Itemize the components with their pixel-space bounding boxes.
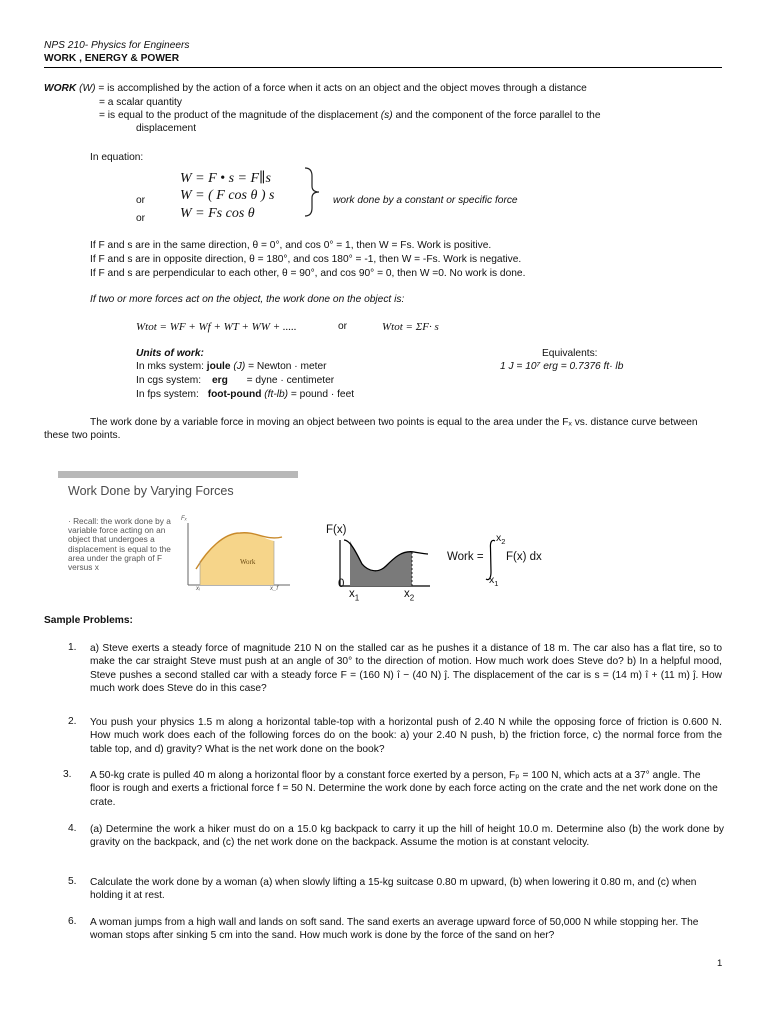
problem-2-number: 2. xyxy=(68,716,77,727)
mks-def: = Newton · meter xyxy=(248,361,327,372)
constant-force-note: work done by a constant or specific force xyxy=(333,195,518,206)
or-label-1: or xyxy=(136,195,146,206)
course-title: NPS 210- Physics for Engineers xyxy=(44,40,190,51)
case-same-direction: If F and s are in the same direction, θ = 0°, and cos 0° = 1, then W = Fs. Work is positive. xyxy=(90,240,492,251)
work-term: WORK xyxy=(44,83,77,94)
unit-row-cgs xyxy=(136,375,334,386)
unit-row-fps xyxy=(136,389,354,400)
displacement-symbol: (s) xyxy=(380,110,393,121)
product-text-end: and the component of the force parallel to the xyxy=(392,110,601,121)
problem-6-text: A woman jumps from a high wall and lands on soft sand. The sand exerts an average upward force of 50,000 N while stopping her. The woman stops after sinking 5 cm into the sand. How much work is done by the force of the sand on her? xyxy=(90,917,699,942)
fps-def: = pound · feet xyxy=(290,389,355,400)
upper-sub: 2 xyxy=(501,537,506,547)
lower-var: x xyxy=(489,574,495,586)
slide-text: · Recall: the work done by a variable force acting on an object that undergoes a displacement is equal to the area under the graph of F versus x xyxy=(68,516,171,573)
scalar-line: = a scalar quantity xyxy=(99,97,182,108)
slide-xi-label: xᵢ xyxy=(196,586,200,592)
cgs-def: = dyne · centimeter xyxy=(246,375,335,386)
variable-force-paragraph: The work done by a variable force in moving an object between two points is equal to the area under the Fₓ vs. distance curve between these two points. xyxy=(44,417,698,442)
slide-xf-label: x_f xyxy=(270,586,279,592)
problem-3-number: 3. xyxy=(63,769,72,780)
integral-work-label: Work = xyxy=(447,551,484,563)
product-line xyxy=(99,110,601,121)
slide-work-label: Work xyxy=(240,558,256,566)
fps-label: In fps system: xyxy=(136,389,199,400)
multi-force-statement: If two or more forces act on the object, the work done on the object is: xyxy=(90,294,405,305)
equation-1: W = F • s = F∥s xyxy=(180,171,271,186)
equivalents-heading: Equivalents: xyxy=(542,348,598,359)
problem-4-number: 4. xyxy=(68,823,77,834)
fx-x2-var: x xyxy=(404,588,410,600)
total-work-dot: Wtot = ΣF· s xyxy=(382,321,439,333)
problem-4-text: (a) Determine the work a hiker must do on a 15.0 kg backpack to carry it up the hill of height 10.0 m. Determine also (b) the work done by gravity on the backpack, and (c) the net work done on the backpack. Assume the motion is at constant velocity. xyxy=(90,824,724,849)
energy-equivalence: 1 J = 10⁷ erg = 0.7376 ft· lb xyxy=(500,361,624,372)
or-label-2: or xyxy=(136,213,146,224)
fx-origin: 0 xyxy=(338,578,345,590)
mks-abbr: (J) xyxy=(233,361,246,372)
total-work-sum: Wtot = WF + Wf + WT + WW + ..... xyxy=(136,321,297,333)
sample-problems-heading: Sample Problems: xyxy=(44,615,133,626)
header-divider xyxy=(44,67,722,68)
slide-title: Work Done by Varying Forces xyxy=(68,484,234,498)
fps-unit: foot-pound xyxy=(207,389,262,400)
product-text: = is equal to the product of the magnitude of the displacement xyxy=(99,110,381,121)
work-symbol: (W) xyxy=(79,83,96,94)
fx-shaded-area xyxy=(350,541,412,586)
fps-abbr: (ft-lb) xyxy=(264,389,289,400)
equation-2: W = ( F cos θ ) s xyxy=(180,188,275,203)
problem-5-text: Calculate the work done by a woman (a) when slowly lifting a 15-kg suitcase 0.80 m upward, (b) when lowering it 0.80 m, and (c) when holding it at rest. xyxy=(90,877,697,902)
work-definition-text: = is accomplished by the action of a force when it acts on an object and the object moves through a distance xyxy=(95,83,587,94)
mks-label: In mks system: xyxy=(136,361,204,372)
displacement-word: displacement xyxy=(136,123,197,134)
lower-sub: 1 xyxy=(494,579,499,589)
section-title: WORK , ENERGY & POWER xyxy=(44,53,180,64)
cgs-unit: erg xyxy=(211,375,228,386)
case-opposite-direction: If F and s are in opposite direction, θ = 180°, and cos 180° = -1, then W = -Fs. Work is negative. xyxy=(90,254,522,265)
upper-var: x xyxy=(496,532,502,544)
fx-x1-label xyxy=(349,588,359,602)
units-heading: Units of work: xyxy=(136,348,204,359)
integral-lower-limit xyxy=(489,574,498,588)
slide-work-area xyxy=(200,533,274,585)
fx-x1-var: x xyxy=(349,588,355,600)
mks-unit: joule xyxy=(206,361,231,372)
case-perpendicular: If F and s are perpendicular to each other, θ = 90°, and cos 90° = 0, then W =0. No work is done. xyxy=(90,268,526,279)
page-number: 1 xyxy=(717,958,723,969)
problem-1-text: a) Steve exerts a steady force of magnitude 210 N on the stalled car as he pushes it a distance of 18 m. The car also has a flat tire, so to make the car straight Steve must push at an angle of 30° to the direction of motion. How much work does Steve do? b) In a helpful mood, Steve pushes a second stalled car with a steady force F = (160 N) î − (40 N) ĵ. The displacement of the car is s = (14 m) î + (11 m) ĵ. How much work does Steve do in this case? xyxy=(90,643,722,694)
cgs-label: In cgs system: xyxy=(136,375,202,386)
unit-row-mks xyxy=(136,361,327,372)
problem-3-text: A 50-kg crate is pulled 40 m along a horizontal floor by a constant force exerted by a person, Fₚ = 100 N, which acts at a 37° angle. The floor is rough and exerts a frictional force f = 50 N. Determine the work done by each force acting on the crate and the net work done on the crate. xyxy=(90,770,718,808)
slide-fx-label: Fₓ xyxy=(181,516,187,522)
problem-2-text: You push your physics 1.5 m along a horizontal table-top with a horizontal push of 2.40 N while the opposing force of friction is 0.600 N. How much work does each of the following forces do on the book: a) your 2.40 N push, b) the friction force, c) the normal force from the table top, and d) gravity? What is the net work done on the book? xyxy=(90,717,722,755)
problem-6-number: 6. xyxy=(68,916,77,927)
integral-upper-limit xyxy=(496,532,505,546)
slide-top-bar xyxy=(58,471,298,478)
fx-x1-sub: 1 xyxy=(354,593,360,603)
problem-1-number: 1. xyxy=(68,642,77,653)
equation-3: W = Fs cos θ xyxy=(180,206,255,221)
integrand: F(x) dx xyxy=(506,551,542,563)
fx-x2-label xyxy=(404,588,414,602)
problem-5-number: 5. xyxy=(68,876,77,887)
work-definition-line xyxy=(44,83,587,94)
equation-label: In equation: xyxy=(90,152,144,163)
or-label-3: or xyxy=(338,321,348,332)
varying-forces-slide xyxy=(58,471,298,599)
fx-axis-label: F(x) xyxy=(326,524,347,536)
right-brace-icon xyxy=(302,166,324,218)
work-area-graph xyxy=(182,519,294,593)
fx-x2-sub: 2 xyxy=(409,593,415,603)
